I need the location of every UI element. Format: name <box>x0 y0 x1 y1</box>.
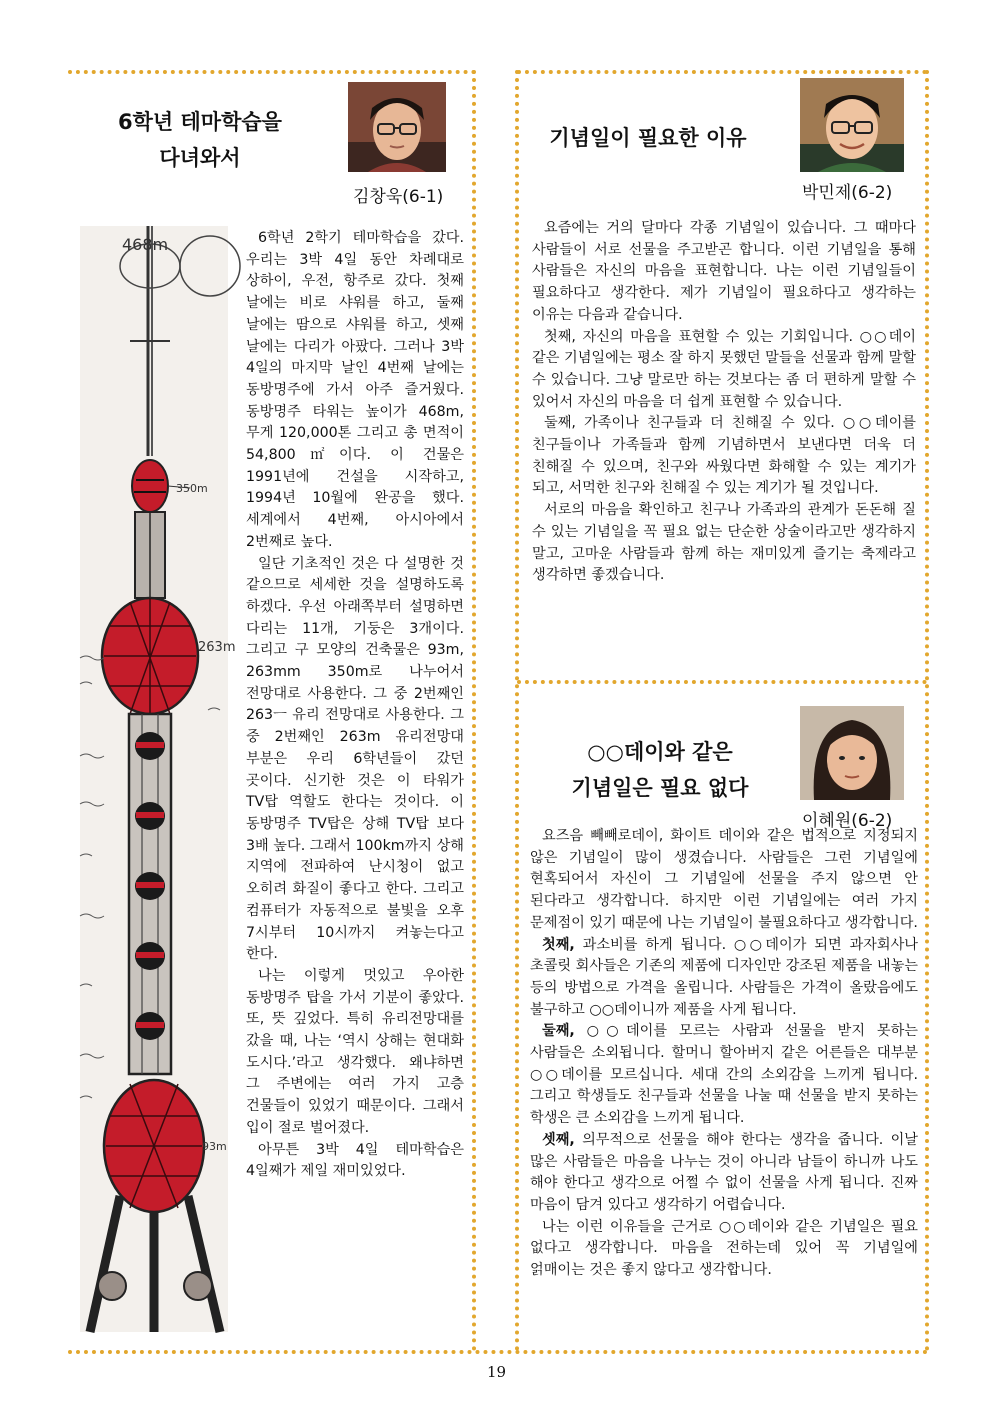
avatar-lee <box>800 706 904 800</box>
avatar-kim <box>348 82 446 172</box>
left-title-line-2: 다녀와서 <box>159 146 241 170</box>
left-paragraph-3: 나는 이렇게 멋있고 우아한 동방명주 탑을 가서 기분이 좋았다. 또, 뜻 깊었다. 특히 유리전망대를 갔을 때, 나는 ‘역시 상해는 현대화 도시다.’라고 생각했다. 왜냐하면 그 주변에는 여러 가지 고층 건물들이 있었기 때문이다. 그래서 입이 절로 벌어졌다. <box>246 967 464 1136</box>
label-350m: 350m <box>176 482 208 495</box>
left-top-border <box>68 70 476 74</box>
left-title-line-1: 6학년 테마학습을 <box>118 110 282 134</box>
label-93m: 93m <box>202 1140 227 1153</box>
avatar-park <box>800 78 904 172</box>
third-reason-text: 의무적으로 선물을 해야 한다는 생각을 줍니다. 이날 많은 사람들은 마음을 나누는 것이 아니라 남들이 하니까 나도 해야 한다고 생각으로 어쩔 수 없이 선물을 사게 됩니다. 진짜 마음이 담겨 있다고 생각하기 어렵습니다. <box>530 1131 918 1213</box>
right-top-title: 기념일이 필요한 이유 <box>549 126 747 150</box>
right-bottom-conclusion: 나는 이런 이유들을 근거로 ○○데이와 같은 기념일은 필요 없다고 생각합니다. 마음을 전하는데 있어 꼭 기념일에 얽매이는 것은 좋지 않다고 생각합니다. <box>530 1218 918 1279</box>
left-right-border <box>472 70 476 1352</box>
right-middle-border <box>517 680 927 684</box>
boy-glasses-smiling-portrait-icon <box>800 78 904 172</box>
third-reason-lead: 셋째, <box>542 1131 575 1148</box>
page-number: 19 <box>487 1363 507 1381</box>
right-bottom-title-line-1: ○○데이와 같은 <box>587 740 733 764</box>
right-bottom-title-line-2: 기념일은 필요 없다 <box>571 776 749 800</box>
left-article-title <box>90 104 310 176</box>
label-468m: 468m <box>122 235 169 254</box>
right-top-paragraph-1: 요즘에는 거의 달마다 각종 기념일이 있습니다. 그 때마다 사람들이 서로 선물을 주고받곤 합니다. 이런 기념일을 통해 사람들은 자신의 마음을 표현합니다. 나는 이런 기념일들이 필요하다고 생각한다. 제가 기념일이 필요하다고 생각하는 이유는 다음과 같습니다. <box>532 220 916 323</box>
oriental-pearl-tower-sketch-icon <box>80 226 236 1332</box>
girl-portrait-icon <box>800 706 904 800</box>
right-bottom-title <box>530 734 790 806</box>
right-bottom-paragraph-3 <box>530 1130 918 1217</box>
right-top-author: 박민제(6-2) <box>802 183 893 203</box>
label-263m: 263m <box>198 640 236 655</box>
left-author: 김창욱(6-1) <box>353 187 444 207</box>
right-top-paragraph-2: 첫째, 자신의 마음을 표현할 수 있는 기회입니다. ○○데이 같은 기념일에는 평소 잘 하지 못했던 말들을 선물과 함께 말할 수 있습니다. 그냥 말로만 하는 것보다는 좀 더 편하게 말할 수 있어서 자신의 마음을 더 쉽게 표현할 수 있습니다. <box>532 328 916 410</box>
left-paragraph-4: 아무튼 3박 4일 테마학습은 4일째가 제일 재미있었다. <box>246 1141 464 1180</box>
first-reason-lead: 첫째, <box>542 936 575 953</box>
tower-drawing <box>80 226 236 1332</box>
right-top-body <box>532 218 916 587</box>
bottom-border <box>68 1350 928 1354</box>
first-reason-text: 과소비를 하게 됩니다. ○○데이가 되면 과자회사나 초콜릿 회사들은 기존의 제품에 디자인만 강조된 제품을 내놓는 등의 방법으로 가격을 올립니다. 사람들은 가격이 올랐음에도 불구하고 ○○데이니까 제품을 사게 됩니다. <box>530 936 918 1018</box>
second-reason-text: ○○데이를 모르는 사람과 선물을 받지 못하는 사람들은 소외됩니다. 할머니 할아버지 같은 어른들은 대부분 ○○데이를 모르십니다. 세대 간의 소외감을 느끼게 됩니다. 그리고 학생들도 친구들과 선물을 나눌 때 선물을 받지 못하는 학생은 큰 소외감을 느끼게 됩니다. <box>530 1023 918 1127</box>
right-bottom-intro: 요즈음 빼빼로데이, 화이트 데이와 같은 법적으로 지정되지 않은 기념일이 많이 생겼습니다. 사람들은 그런 기념일에 현혹되어서 자신이 그 기념일에 선물을 주지 않으면 안 된다라고 생각합니다. 하지만 이런 기념일에는 여러 가지 문제점이 있기 때문에 나는 기념일이 불필요하다고 생각합니다. <box>530 828 918 931</box>
right-bottom-author: 이혜원(6-2) <box>802 811 893 831</box>
right-bottom-paragraph-2 <box>530 1021 918 1130</box>
left-article-body <box>246 228 464 1183</box>
right-bottom-body <box>530 826 918 1282</box>
right-top-paragraph-4: 서로의 마음을 확인하고 친구나 가족과의 관계가 돈돈해 질 수 있는 기념일을 꼭 필요 없는 단순한 상술이라고만 생각하지 말고, 고마운 사람들과 함께 하는 재미있게 즐기는 축제라고 생각하면 좋겠습니다. <box>532 502 916 584</box>
right-left-border <box>515 70 519 1352</box>
right-top-paragraph-3: 둘째, 가족이나 친구들과 더 친해질 수 있다. ○○데이를 친구들이나 가족들과 함께 기념하면서 보낸다면 더욱 더 친해질 수 있으며, 친구와 싸웠다면 화해할 수 있는 계기가 되고, 서먹한 친구와 친해질 수 있는 계기가 될 것입니다. <box>532 415 916 497</box>
second-reason-lead: 둘째, <box>542 1023 575 1040</box>
boy-glasses-portrait-icon <box>348 82 446 172</box>
right-top-border <box>517 70 927 74</box>
right-right-border <box>925 70 929 1352</box>
right-bottom-paragraph-1 <box>530 935 918 1022</box>
left-paragraph-1: 6학년 2학기 테마학습을 갔다. 우리는 3박 4일 동안 차례대로 상하이, 우전, 항주로 갔다. 첫째 날에는 비로 샤워를 하고, 둘째 날에는 땀으로 샤워를 하고, 셋째 날에는 다리가 아팠다. 그러나 3박 4일의 마지막 날인 4번째 날에는 동방명주에 가서 아주 즐거웠다. 동방명주 타워는 높이가 468m, 무게 120,000톤 그리고 총 면적이 54,800㎡이다. 이 건물은 1991년에 건설을 시작하고, 1994년 10월에 완공을 했다. 세계에서 4번째, 아시아에서 2번째로 높다. <box>246 230 464 550</box>
left-paragraph-2: 일단 기초적인 것은 다 설명한 것 같으므로 세세한 것을 설명하도록 하겠다. 우선 아래쪽부터 설명하면 다리는 11개, 기둥은 3개이다. 그리고 구 모양의 건축물은 93m, 263mm 350m로 나누어서 전망대로 사용한다. 그 중 2번째인 263ㅡ 유리 전망대로 사용한다. 그 중 2번째인 263m 유리전망대 부분은 우리 6학년들이 갔던 곳이다. 신기한 것은 이 타워가 TV탑 역할도 한다는 것이다. 이 동방명주 TV탑은 상해 TV탑 보다 3배 높다. 그래서 100km까지 상해 지역에 전파하여 난시청이 없고 오히려 화질이 좋다고 한다. 그리고 컴퓨터가 자동적으로 불빛을 오후 7시부터 10시까지 켜놓는다고 한다. <box>246 555 464 963</box>
